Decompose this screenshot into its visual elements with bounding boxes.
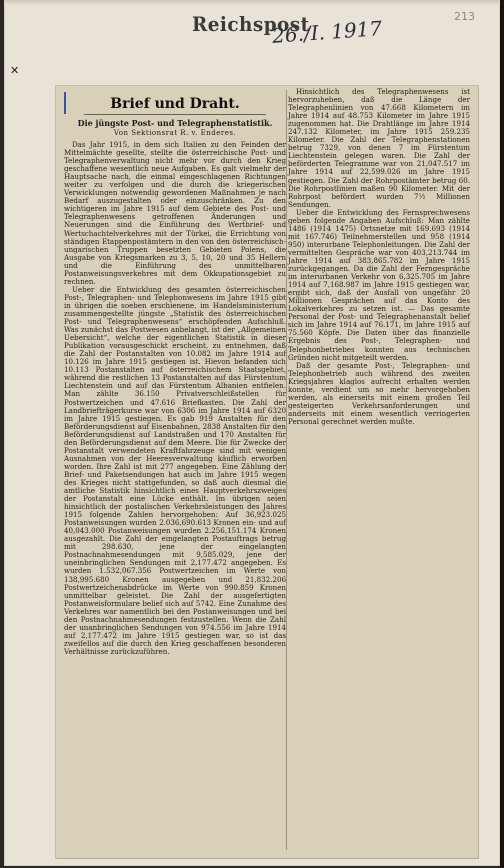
pin-hole-icon: ✕ (10, 64, 20, 77)
article-byline: Von Sektionsrat R. v. Enderes. (113, 129, 237, 137)
article-subtitle: Die jüngste Post- und Telegraphenstatistik. (77, 118, 273, 128)
article-paragraph: Das Jahr 1915, in dem sich Italien zu den Feinden der Mittelmächte gesellte, stellte die österreichische Post- und Telegraphenverwaltung nicht mehr vor durch den Krieg geschaffene wesentlich neue Aufgaben. Es galt vielmehr der Hauptsache nach, die einmal eingeschlagenen Richtungen weiter zu verfolgen und die durch die kriegerischen Verwicklungen notwendig gewordenen Maßnahmen je nach Bedarf auszugestalten oder einzuschränken. Zu den wichtigeren im Jahre 1915 auf dem Gebiete des Post- und Telegraphenwesens getroffenen Änderungen und Neuerungen sind die Einführung des Wertbrief- und Wertschachtelverkehres mit der Türkei, die Errichtung von ständigen Etappenpostämtern in den von den österreichisch-ungarischen Truppen besetzten Gebieten Polens, die Ausgabe von Kriegsmarken zu 3, 5, 10, 20 und 35 Hellern und die Einführung des unmittelbaren Postanweisungsverkehres mit dem Okkupationsgebiet zu rechnen. (64, 140, 286, 286)
archive-number: 213 (454, 10, 475, 23)
archive-sheet (4, 0, 500, 866)
article-paragraph: Ueber die Entwicklung des Fernsprechwesens geben folgende Angaben Aufschluß: Man zählte 1486 (1914 1475) Ortsnetze mit 169.693 (1914 mit 167.746) Teilnehmerstellen und 958 (1914 950) interurbane Telephonleitungen. Die Zahl der vermittelten Gespräche war von 403,213.744 im Jahre 1914 auf 383,865.782 im Jahre 1915 zurückgegangen. Da die Zahl der Ferngespräche im interurbanen Verkehr von 6,325.705 im Jahre 1914 auf 7,168.987 im Jahre 1915 gestiegen war, ergibt sich, daß der Ausfall von ungefähr 20 Millionen Gesprächen auf das Konto des Lokalverkehres zu setzen ist. — Das gesamte Personal der Post- und Telegraphenanstalt belief sich im Jahre 1914 auf 76.171, im Jahre 1915 auf 75.560 Köpfe. Die Daten über das finanzielle Ergebnis des Post-, Telegraphen- und Telephonbetriebes konnten aus technischen Gründen nicht mitgeteilt werden. (288, 207, 470, 362)
title-divider (84, 114, 266, 115)
article-paragraph: Hinsichtlich des Telegraphenwesens ist hervorzuheben, daß die Länge der Telegraphenlinien von 47.668 Kilometern im Jahre 1914 auf 48.753 Kilometer im Jahre 1915 zugenommen hat. Die Drahtlänge im Jahre 1914 247.132 Kilometer, im Jahre 1915 259.235 Kilometer. Die Zahl der Telegraphenstationen betrug 7329, von denen 7 im Fürstentum Liechtenstein gelegen waren. Die Zahl der beförderten Telegramme war von 21,047.517 im Jahre 1914 auf 22,599.026 im Jahre 1915 gestiegen. Die Zahl der Rohrpostämter betrug 60. Die Rohrpostlinien maßen 90 Kilometer. Mit der Rohrpost befördert wurden 7½ Millionen Sendungen. (288, 87, 470, 209)
newspaper-stamp: Reichspost (192, 12, 310, 36)
article-paragraph: Daß der gesamte Post-, Telegraphen- und Telephonbetrieb auch während des zweiten Kriegsjahres klaglos aufrecht erhalten werden konnte, verdient um so mehr hervorgehoben werden, als einerseits mit einem großen Teil gesteigerten Verkehrsanforderungen und anderseits mit einem wesentlich verringerten Personal gerechnet werden mußte. (288, 360, 470, 426)
scan-edge (500, 0, 504, 868)
article-column-left (64, 96, 286, 656)
newspaper-clipping (56, 86, 478, 858)
handwritten-date: 26./I. 1917 (271, 16, 383, 48)
article-title: Brief und Draht. (110, 96, 240, 112)
sheet-top-edge (4, 0, 500, 6)
article-column-right (288, 88, 470, 426)
column-divider (286, 90, 287, 850)
article-paragraph: Ueber die Entwicklung des gesamten österreichischen Post-, Telegraphen- und Telephonwesens im Jahre 1915 gibt in übrigen die soeben erschienene, im Handelsministerium zusammengestellte jüngste „Statistik des österreichischen Post- und Telegraphenwesens“ erschöpfenden Aufschluß. Was zunächst das Postwesen anbelangt, ist der „Allgemeinen Uebersicht“, welche der eigentlichen Statistik in dieser Publikation vorausgeschickt erscheint, zu entnehmen, daß die Zahl der Postanstalten von 10.082 im Jahre 1914 auf 10.126 im Jahre 1915 gestiegen ist. Hievon befanden sich 10.113 Postanstalten auf österreichischem Staatsgebiet, während die restlichen 13 Postanstalten auf das Fürstentum Liechtenstein und auf das Fürstentum Albanien entfielen. Man zählte 36.150 Privatverschleißstellen für Postwertzeichen und 47.616 Briefkasten. Die Zahl der Landbriefträgerkurse war von 6306 im Jahre 1914 auf 6320 im Jahre 1915 gestiegen. Es gab 919 Anstalten für den Beförderungsdienst auf Eisenbahnen, 2838 Anstalten für den Beförderungsdienst auf Landstraßen und 170 Anstalten für den Beförderungsdienst auf dem Meere. Die für Zwecke der Postanstalt verwendeten Kraftfahrzeuge sind mit wenigen Ausnahmen von der Heeresverwaltung käuflich erworben worden. Ihre Zahl ist mit 277 angegeben. Eine Zählung der Brief- und Paketsendungen hat auch im Jahre 1915 wegen des Krieges nicht stattgefunden, so daß auch diesmal die amtliche Statistik hinsichtlich eines Hauptverkehrszweiges der Postanstalt eine Lücke enthält. Im übrigen seien hinsichtlich der postalischen Verkehrsleistungen des Jahres 1915 folgende Zahlen hervorgehoben: Auf 36,923.025 Postanweisungen wurden 2.036,690.613 Kronen ein- und auf 40,043.000 Postanweisungen wurden 2.256,151.174 Kronen ausgezahlt. Die Zahl der eingelangten Postauftrags betrug mit 298.630, jene der eingelangten Postnachnahmesendungen mit 9,585.029, jene der uneinbringlichen Sendungen mit 2,177.472 angegeben. Es wurden 1.532,067.356 Postwertzeichen im Werte von 138,995.680 Kronen ausgegeben und 21,832.206 Postwertzeichenabdrücke im Werte von 990.859 Kronen unmittelbar geleistet. Die Zahl der ausgefertigten Postanweisformulare belief sich auf 5742. Eine Zunahme des Verkehres war namentlich bei den Postanweisungen und bei den Postnachnahmesendungen festzustellen. Wenn die Zahl der unanbringlichen Sendungen von 974.556 im Jahre 1914 auf 2,177.472 im Jahre 1915 gestiegen war, so ist das zweifellos auf die durch den Krieg geschaffenen besonderen Verhältnisse zurückzuführen. (64, 284, 286, 656)
